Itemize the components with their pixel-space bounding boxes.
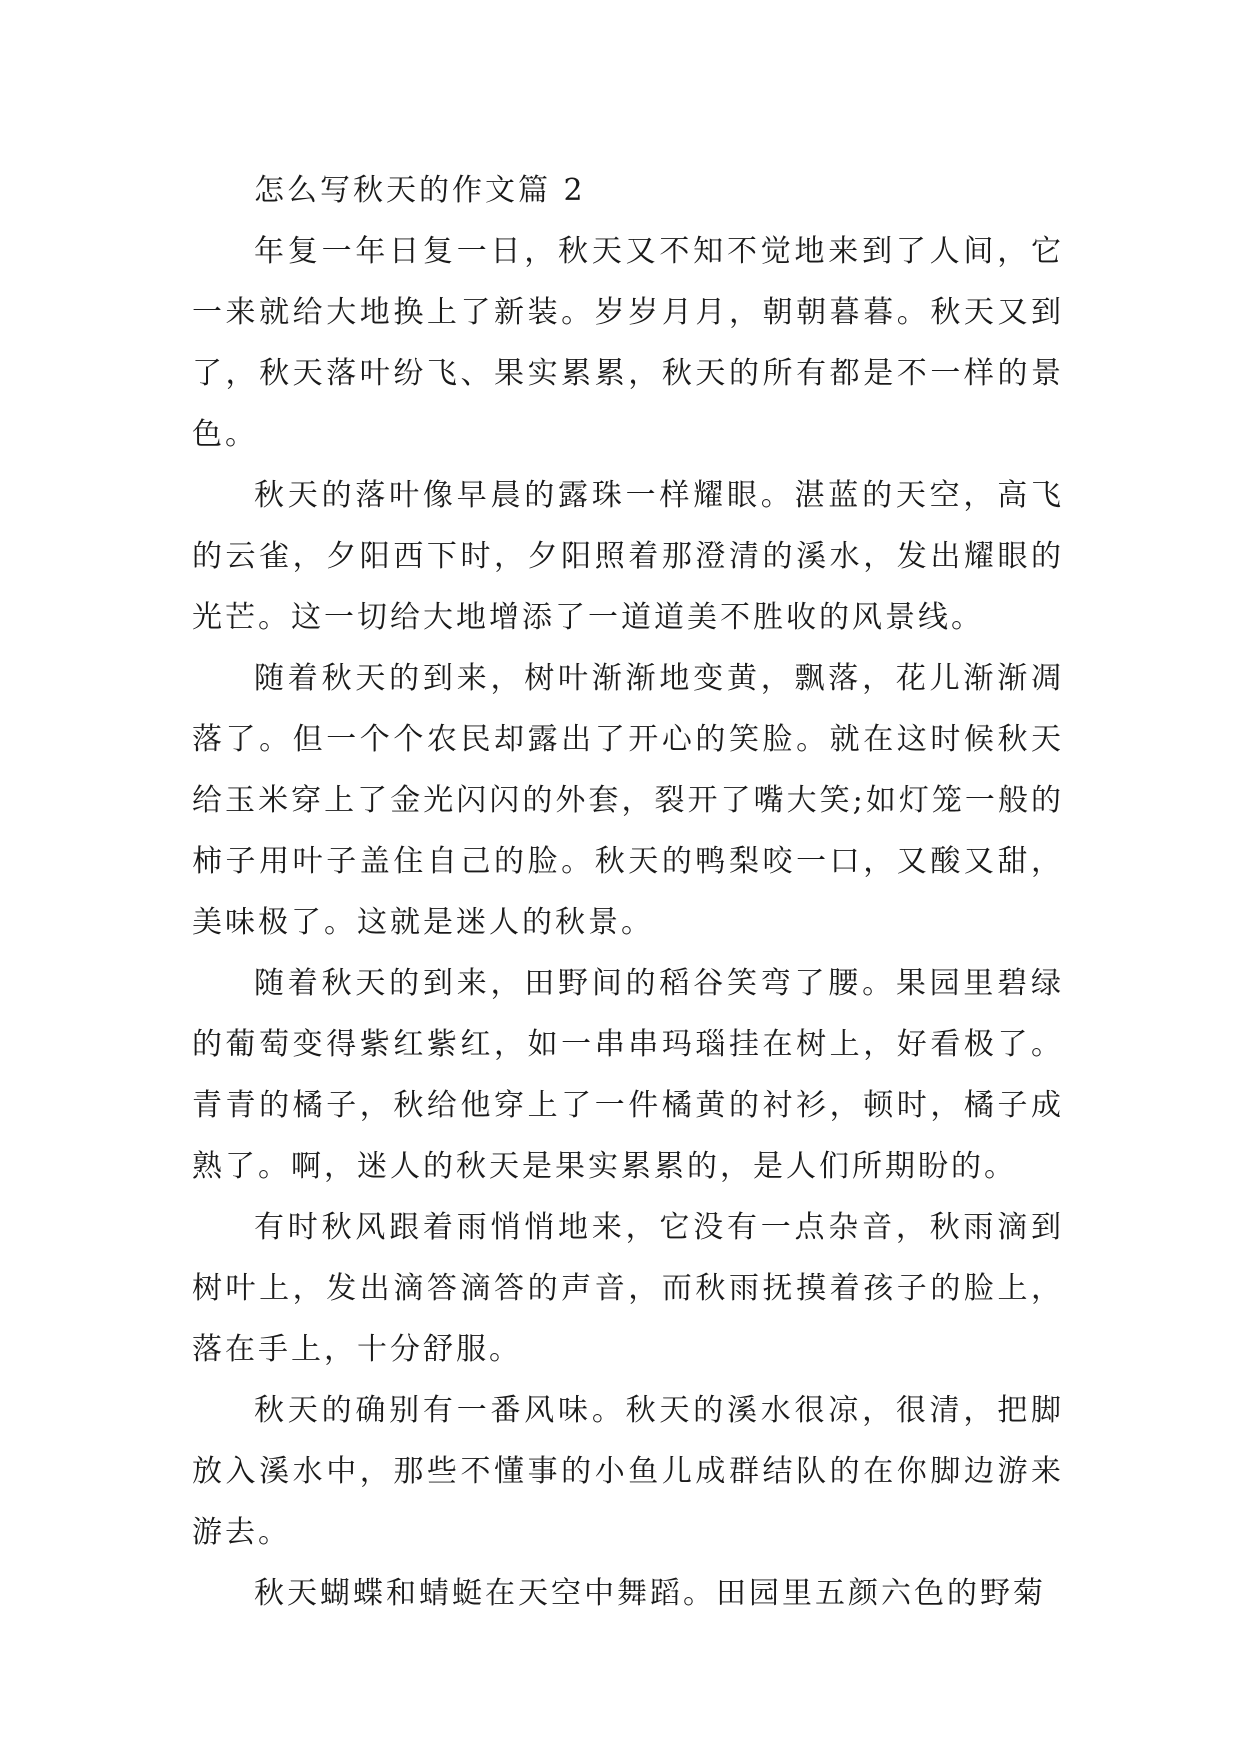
paragraph-2: 秋天的落叶像早晨的露珠一样耀眼。湛蓝的天空，高飞的云雀，夕阳西下时，夕阳照着那澄清的溪水，发出耀眼的光芒。这一切给大地增添了一道道美不胜收的风景线。 xyxy=(192,478,1064,635)
paragraph-5: 有时秋风跟着雨悄悄地来，它没有一点杂音，秋雨滴到树叶上，发出滴答滴答的声音，而秋雨抚摸着孩子的脸上，落在手上，十分舒服。 xyxy=(192,1210,1064,1367)
paragraph-1: 年复一年日复一日，秋天又不知不觉地来到了人间，它一来就给大地换上了新装。岁岁月月，朝朝暮暮。秋天又到了，秋天落叶纷飞、果实累累，秋天的所有都是不一样的景色。 xyxy=(192,234,1064,452)
paragraph-3: 随着秋天的到来，树叶渐渐地变黄，飘落，花儿渐渐凋落了。但一个个农民却露出了开心的笑脸。就在这时候秋天给玉米穿上了金光闪闪的外套，裂开了嘴大笑;如灯笼一般的柿子用叶子盖住自己的脸。秋天的鸭梨咬一口，又酸又甜，美味极了。这就是迷人的秋景。 xyxy=(192,661,1064,940)
paragraph-7: 秋天蝴蝶和蜻蜓在天空中舞蹈。田园里五颜六色的野菊 xyxy=(254,1576,1046,1611)
essay-title: 怎么写秋天的作文篇 2 xyxy=(254,173,586,208)
paragraph-6: 秋天的确别有一番风味。秋天的溪水很凉，很清，把脚放入溪水中，那些不懂事的小鱼儿成群结队的在你脚边游来游去。 xyxy=(192,1393,1064,1550)
document-page xyxy=(192,160,1064,1624)
paragraph-4: 随着秋天的到来，田野间的稻谷笑弯了腰。果园里碧绿的葡萄变得紫红紫红，如一串串玛瑙挂在树上，好看极了。青青的橘子，秋给他穿上了一件橘黄的衬衫，顿时，橘子成熟了。啊，迷人的秋天是果实累累的，是人们所期盼的。 xyxy=(192,966,1064,1184)
